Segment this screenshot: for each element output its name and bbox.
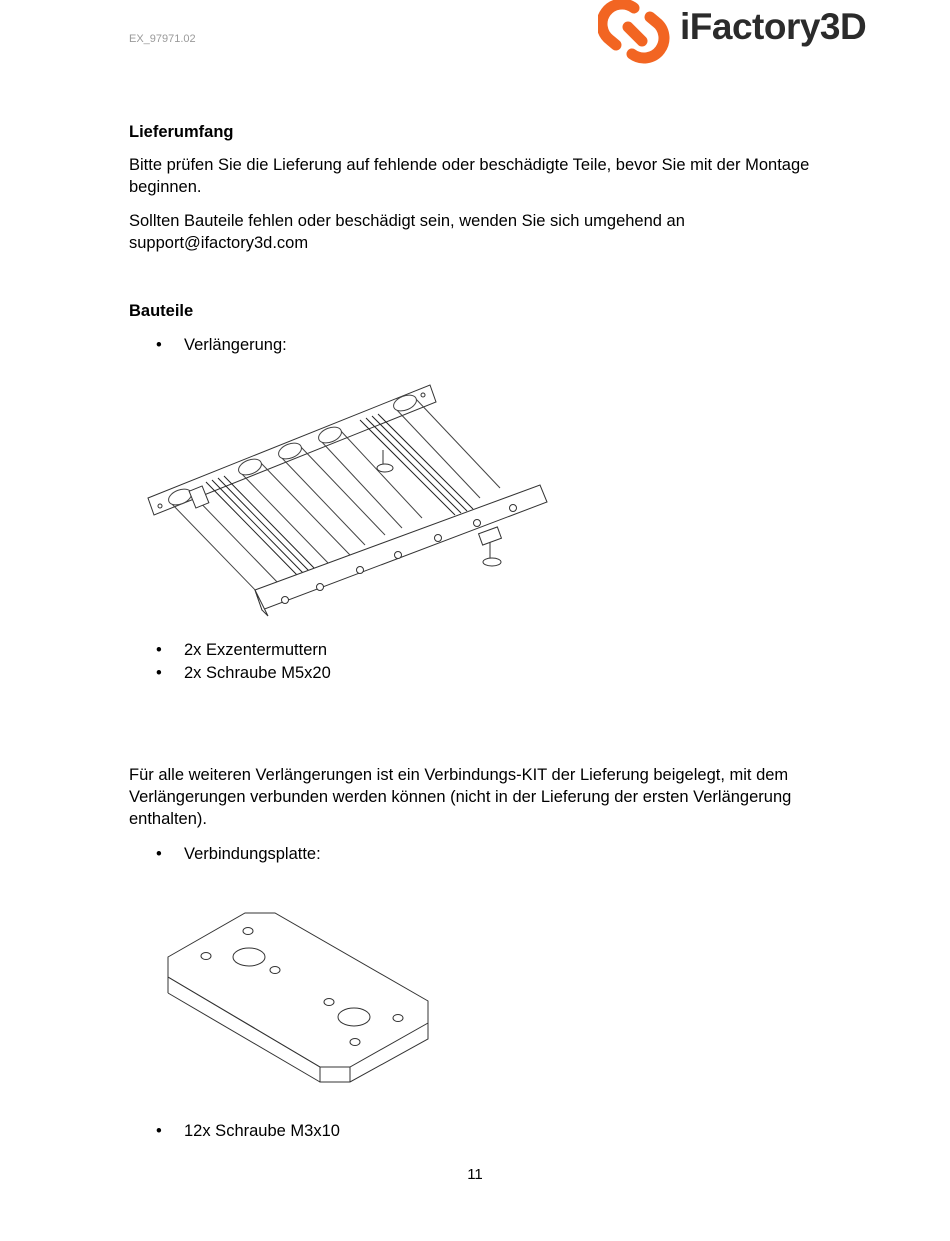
support-email: support@ifactory3d.com [129, 234, 309, 252]
chain-link-icon [598, 0, 678, 66]
list-item-verlaengerung: • Verlängerung: [129, 334, 829, 357]
list-item-schraube-m5x20: • 2x Schraube M5x20 [129, 662, 829, 685]
list-item-exzentermuttern: • 2x Exzentermuttern [129, 639, 829, 662]
paragraph-missing-parts [129, 210, 829, 254]
paragraph-kit: Für alle weiteren Verlängerungen ist ein Verbindungs-KIT der Lieferung beigelegt, mit dem Verlängerungen verbunden werden können (nicht in der Lieferung der ersten Verlängerung enthalten). [129, 766, 792, 828]
connection-plate-drawing [160, 905, 435, 1090]
logo-text: iFactory3D [680, 6, 867, 47]
section-title-lieferumfang: Lieferumfang [129, 123, 234, 141]
paragraph-check-delivery: Bitte prüfen Sie die Lieferung auf fehlende oder beschädigte Teile, bevor Sie mit der Montage beginnen. [129, 156, 810, 196]
list-item-verbindungsplatte: • Verbindungsplatte: [129, 843, 829, 866]
page-number: 11 [467, 1166, 483, 1183]
roller-extension-drawing [140, 380, 555, 620]
document-id: EX_97971.02 [129, 33, 196, 45]
missing-parts-text: Sollten Bauteile fehlen oder beschädigt sein, wenden Sie sich umgehend an [129, 212, 685, 230]
brand-logo [598, 0, 900, 66]
list-item-schraube-m3x10: • 12x Schraube M3x10 [129, 1120, 829, 1143]
section-title-bauteile: Bauteile [129, 302, 194, 320]
